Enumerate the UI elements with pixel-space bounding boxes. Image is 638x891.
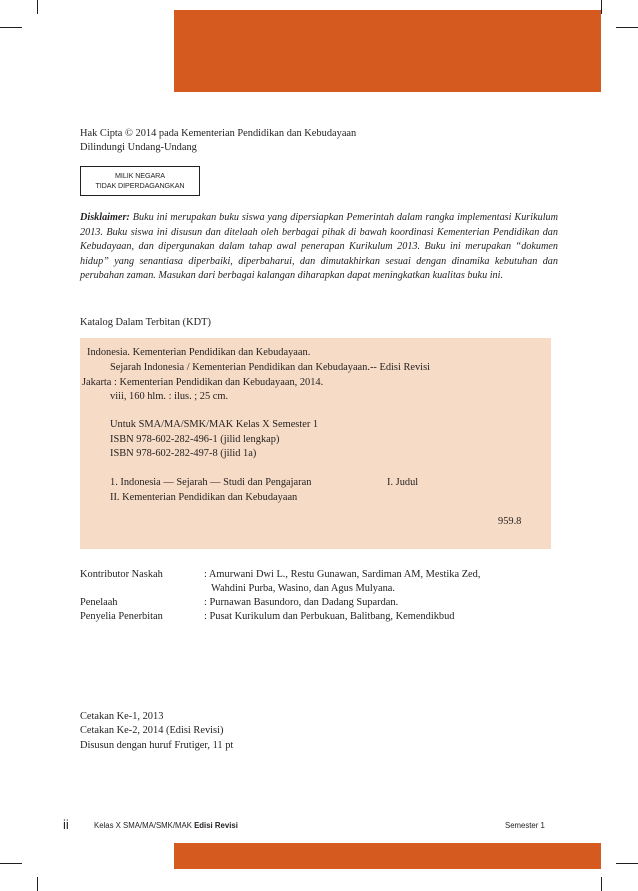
footer-book-label bbox=[94, 821, 238, 830]
stamp-line-2: TIDAK DIPERDAGANGKAN bbox=[95, 181, 185, 190]
crop-mark-top-right-h bbox=[616, 27, 638, 28]
state-property-stamp bbox=[80, 166, 200, 196]
kdt-line-title: Sejarah Indonesia / Kementerian Pendidikan dan Kebudayaan.-- Edisi Revisi bbox=[110, 362, 430, 373]
footer-semester: Semester 1 bbox=[505, 821, 545, 830]
kdt-line-author: Indonesia. Kementerian Pendidikan dan Kebudayaan. bbox=[87, 347, 311, 358]
crop-mark-top-left-h bbox=[0, 27, 22, 28]
disclaimer-text: Buku ini merupakan buku siswa yang dipersiapkan Pemerintah dalam rangka implementasi Kurikulum 2013. Buku siswa ini disusun dan ditelaah oleh berbagai pihak di bawah koordinasi Kementerian Pendidikan dan Kebudayaan, dan dipergunakan dalam tahap awal penerapan Kurikulum 2013. Buku ini merupakan “dokumen hidup” yang senantiasa diperbaiki, diperbaharui, dan dimutakhirkan sesuai dengan dinamika kebutuhan dan perubahan zaman. Masukan dari berbagai kalangan diharapkan dapat meningkatkan kualitas buku ini. bbox=[80, 212, 558, 282]
credit-value-publishing-supervisor: : Pusat Kurikulum dan Perbukuan, Balitbang, Kemendikbud bbox=[204, 611, 455, 622]
credit-value-contributors-cont: Wahdini Purba, Wasino, dan Agus Mulyana. bbox=[211, 583, 395, 594]
kdt-line-physical: viii, 160 hlm. : ilus. ; 25 cm. bbox=[110, 391, 229, 402]
crop-mark-top-right-v bbox=[601, 0, 602, 14]
kdt-class-number: 959.8 bbox=[498, 516, 522, 527]
credit-value-reviewer: : Purnawan Basundoro, dan Dadang Supardan. bbox=[204, 597, 399, 608]
copyright-line: Hak Cipta © 2014 pada Kementerian Pendidikan dan Kebudayaan bbox=[80, 128, 357, 139]
kdt-heading: Katalog Dalam Terbitan (KDT) bbox=[80, 317, 211, 328]
footer-class-label: Kelas X SMA/MA/SMK/MAK bbox=[94, 821, 192, 830]
kdt-line-isbn-volume: ISBN 978-602-282-497-8 (jilid 1a) bbox=[110, 448, 257, 459]
header-accent-band bbox=[174, 10, 601, 92]
credit-value-contributors: : Amurwani Dwi L., Restu Gunawan, Sardiman AM, Mestika Zed, bbox=[204, 569, 481, 580]
crop-mark-top-left-v bbox=[37, 0, 38, 14]
credit-role-reviewer: Penelaah bbox=[80, 597, 118, 608]
kdt-line-publisher: Jakarta : Kementerian Pendidikan dan Kebudayaan, 2014. bbox=[82, 377, 324, 388]
crop-mark-bottom-right-v bbox=[601, 877, 602, 891]
copyright-protection-line: Dilindungi Undang-Undang bbox=[80, 142, 197, 153]
kdt-line-title-entry: I. Judul bbox=[387, 477, 419, 488]
crop-mark-bottom-left-v bbox=[37, 877, 38, 891]
print-info-second: Cetakan Ke-2, 2014 (Edisi Revisi) bbox=[80, 725, 224, 736]
page-number: ii bbox=[63, 817, 69, 832]
footer-accent-band bbox=[174, 843, 601, 869]
kdt-line-audience: Untuk SMA/MA/SMK/MAK Kelas X Semester 1 bbox=[110, 419, 319, 430]
credit-role-contributors: Kontributor Naskah bbox=[80, 569, 163, 580]
disclaimer-paragraph bbox=[80, 211, 558, 284]
crop-mark-bottom-right-h bbox=[616, 863, 638, 864]
stamp-line-1: MILIK NEGARA bbox=[115, 171, 165, 180]
kdt-line-subject: 1. Indonesia — Sejarah — Studi dan Pengajaran bbox=[110, 477, 312, 488]
disclaimer-label: Disklaimer: bbox=[80, 212, 130, 223]
kdt-catalog-box bbox=[80, 338, 551, 549]
print-info-font: Disusun dengan huruf Frutiger, 11 pt bbox=[80, 740, 234, 751]
footer-edition: Edisi Revisi bbox=[194, 821, 238, 830]
kdt-line-institution: II. Kementerian Pendidikan dan Kebudayaan bbox=[110, 492, 298, 503]
print-info-first: Cetakan Ke-1, 2013 bbox=[80, 711, 164, 722]
crop-mark-bottom-left-h bbox=[0, 863, 22, 864]
credit-role-publishing-supervisor: Penyelia Penerbitan bbox=[80, 611, 163, 622]
kdt-line-isbn-complete: ISBN 978-602-282-496-1 (jilid lengkap) bbox=[110, 434, 280, 445]
